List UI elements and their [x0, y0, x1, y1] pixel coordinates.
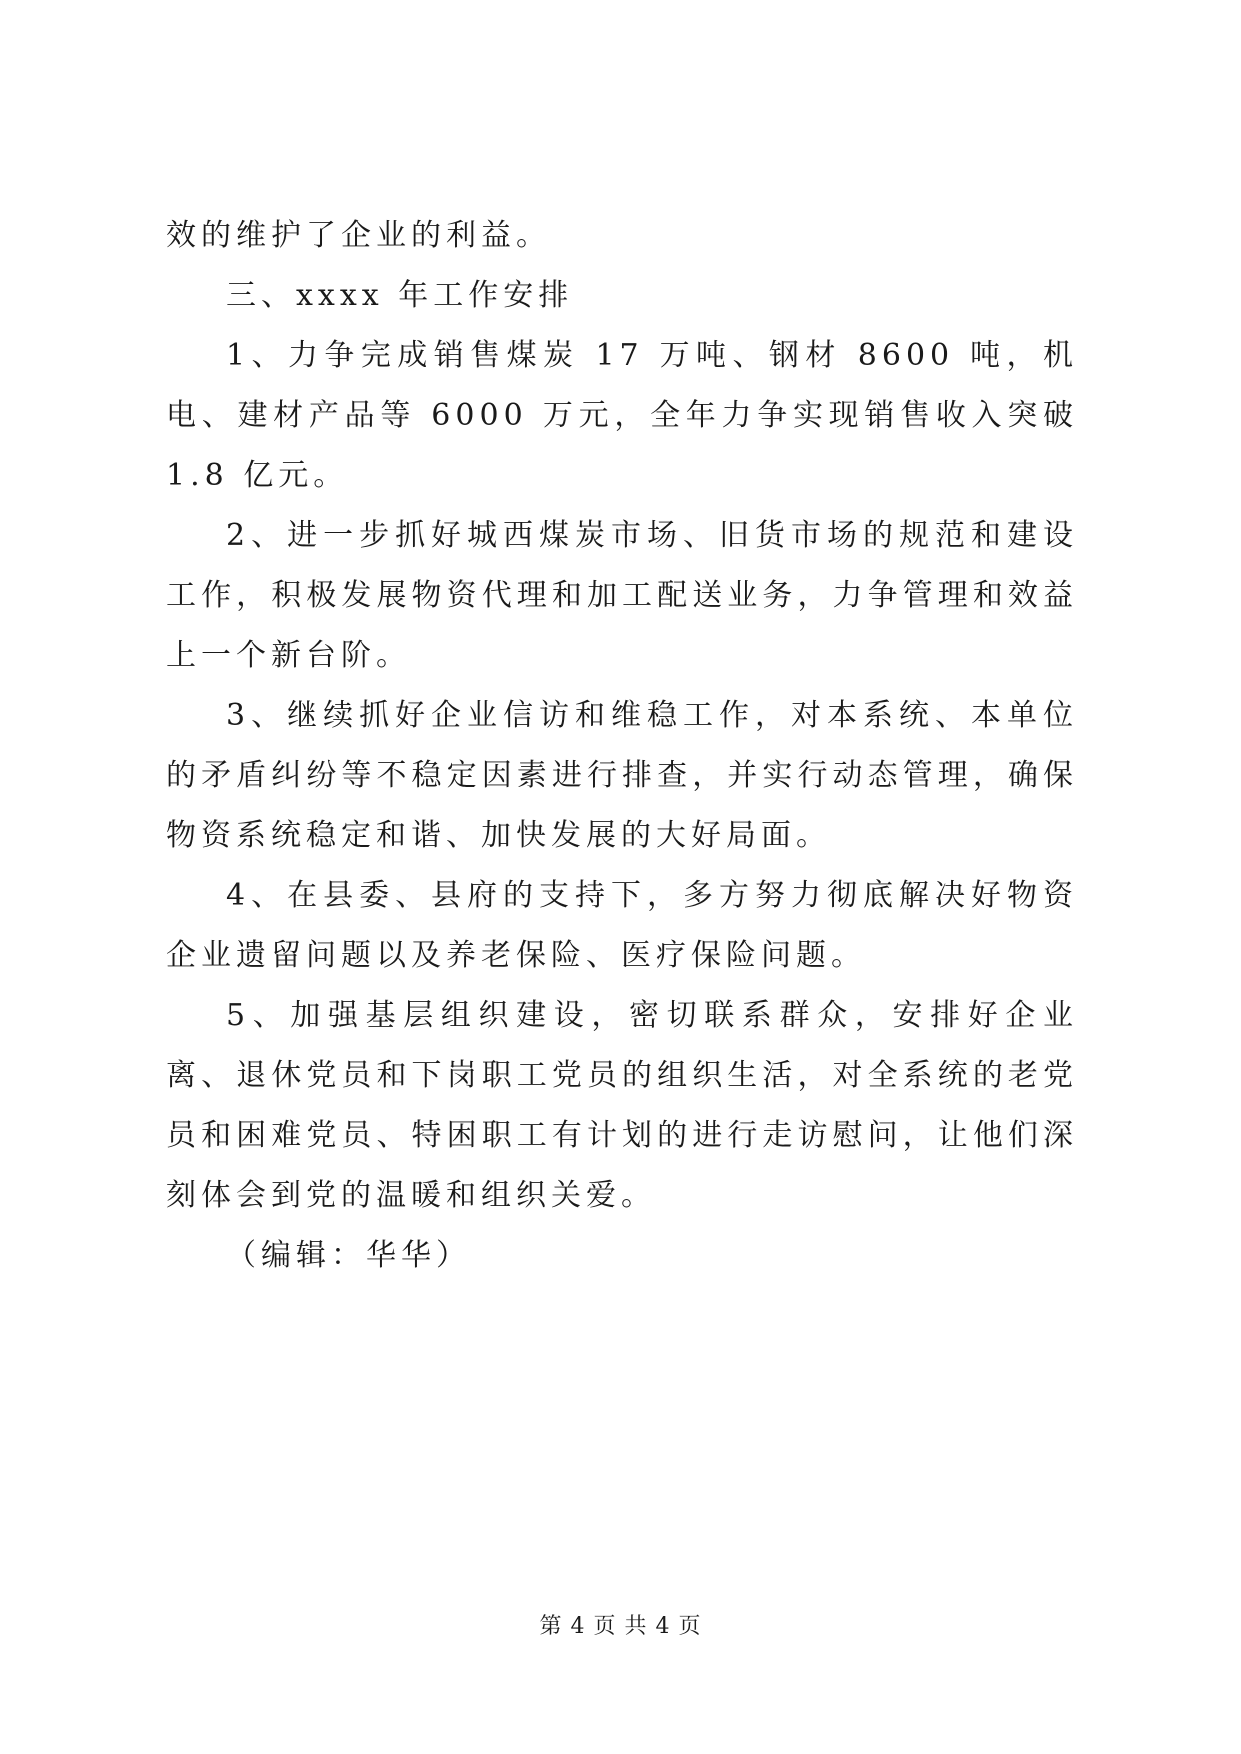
plan-item-3: 3、继续抓好企业信访和维稳工作，对本系统、本单位的矛盾纠纷等不稳定因素进行排查，并实行动态管理，确保物资系统稳定和谐、加快发展的大好局面。 [166, 698, 1078, 853]
plan-item-2: 2、进一步抓好城西煤炭市场、旧货市场的规范和建设工作，积极发展物资代理和加工配送业务，力争管理和效益上一个新台阶。 [166, 518, 1078, 673]
section-heading: 三、xxxx 年工作安排 [226, 278, 574, 313]
editor-credit: （编辑：华华） [226, 1238, 471, 1273]
plan-item-4: 4、在县委、县府的支持下，多方努力彻底解决好物资企业遗留问题以及养老保险、医疗保险问题。 [166, 878, 1078, 973]
page-number: 第 4 页 共 4 页 [539, 1614, 702, 1639]
document-body [166, 206, 1078, 1286]
plan-item-5: 5、加强基层组织建设，密切联系群众，安排好企业离、退休党员和下岗职工党员的组织生活，对全系统的老党员和困难党员、特困职工有计划的进行走访慰问，让他们深刻体会到党的温暖和组织关爱。 [166, 998, 1078, 1213]
plan-item-1: 1、力争完成销售煤炭 17 万吨、钢材 8600 吨，机电、建材产品等 6000 万元，全年力争实现销售收入突破 1.8 亿元。 [166, 338, 1078, 493]
page-footer [0, 1612, 1241, 1642]
paragraph-continuation: 效的维护了企业的利益。 [166, 218, 551, 253]
